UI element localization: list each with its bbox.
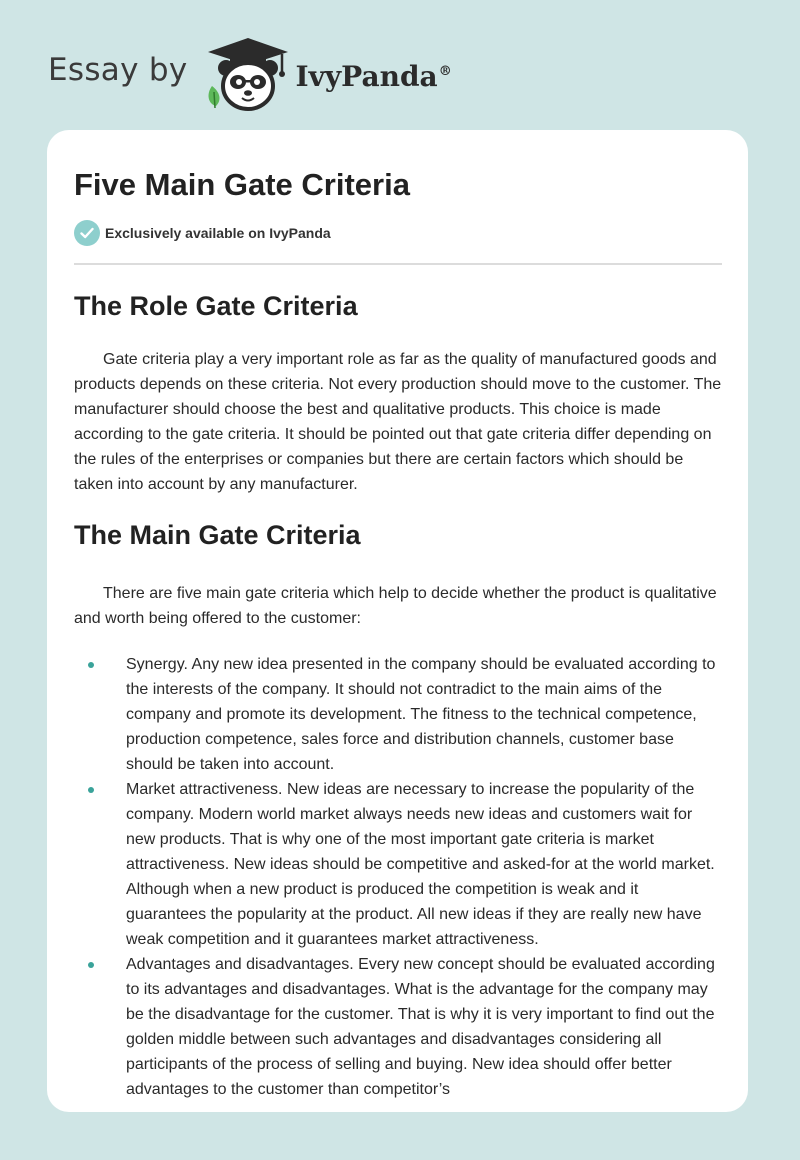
list-item-text: Advantages and disadvantages. Every new concept should be evaluated according to its advantages and disadvantages. What is the advantage for the company may be the disadvantage for the customer. That is why it is very important to find out the golden middle between such advantages and disadvantages considering all participants of the process of selling and buying. New idea should offer better advantages to the customer than competitor’s — [126, 955, 715, 1098]
list-item-text: Synergy. Any new idea presented in the company should be evaluated according to the interests of the company. It should not contradict to the main aims of the company and promote its development. The fitness to the technical competence, production competence, sales force and distribution channels, customer base should be taken into account. — [126, 655, 716, 773]
bullet-icon — [88, 787, 94, 793]
section-heading-role: The Role Gate Criteria — [74, 291, 358, 322]
criteria-list — [74, 652, 722, 1102]
exclusive-label: Exclusively available on IvyPanda — [105, 225, 331, 242]
list-item — [126, 952, 722, 1102]
panda-logo-icon[interactable] — [202, 34, 294, 114]
exclusive-badge — [74, 220, 722, 265]
page-title: Five Main Gate Criteria — [74, 167, 410, 202]
essay-card — [47, 130, 748, 1112]
section-paragraph-main: There are five main gate criteria which help to decide whether the product is qualitative and worth being offered to the customer: — [74, 584, 717, 627]
list-item — [126, 777, 722, 952]
check-icon — [74, 220, 100, 246]
brand-name: IvyPanda® — [295, 59, 452, 93]
essay-by-label: Essay by — [48, 52, 188, 88]
section-paragraph-role: Gate criteria play a very important role as far as the quality of manufactured goods and products depends on these criteria. Not every production should move to the customer. The manufacturer should choose the best and qualitative products. This choice is made according to the gate criteria. It should be pointed out that gate criteria differ depending on the rules of the enterprises or companies but there are certain factors which should be taken into account by any manufacturer. — [74, 350, 722, 493]
section-heading-main: The Main Gate Criteria — [74, 519, 361, 550]
list-item — [126, 652, 722, 777]
site-header — [48, 34, 452, 114]
bullet-icon — [88, 662, 94, 668]
list-item-text: Market attractiveness. New ideas are necessary to increase the popularity of the company. Modern world market always needs new ideas and customers wait for new products. That is why one of the most important gate criteria is market attractiveness. New ideas should be competitive and asked-for at the world market. Although when a new product is produced the competition is weak and it guarantees the popularity at the product. All new ideas if they are really new have weak competition and it guarantees market attractiveness. — [126, 780, 715, 948]
bullet-icon — [88, 962, 94, 968]
